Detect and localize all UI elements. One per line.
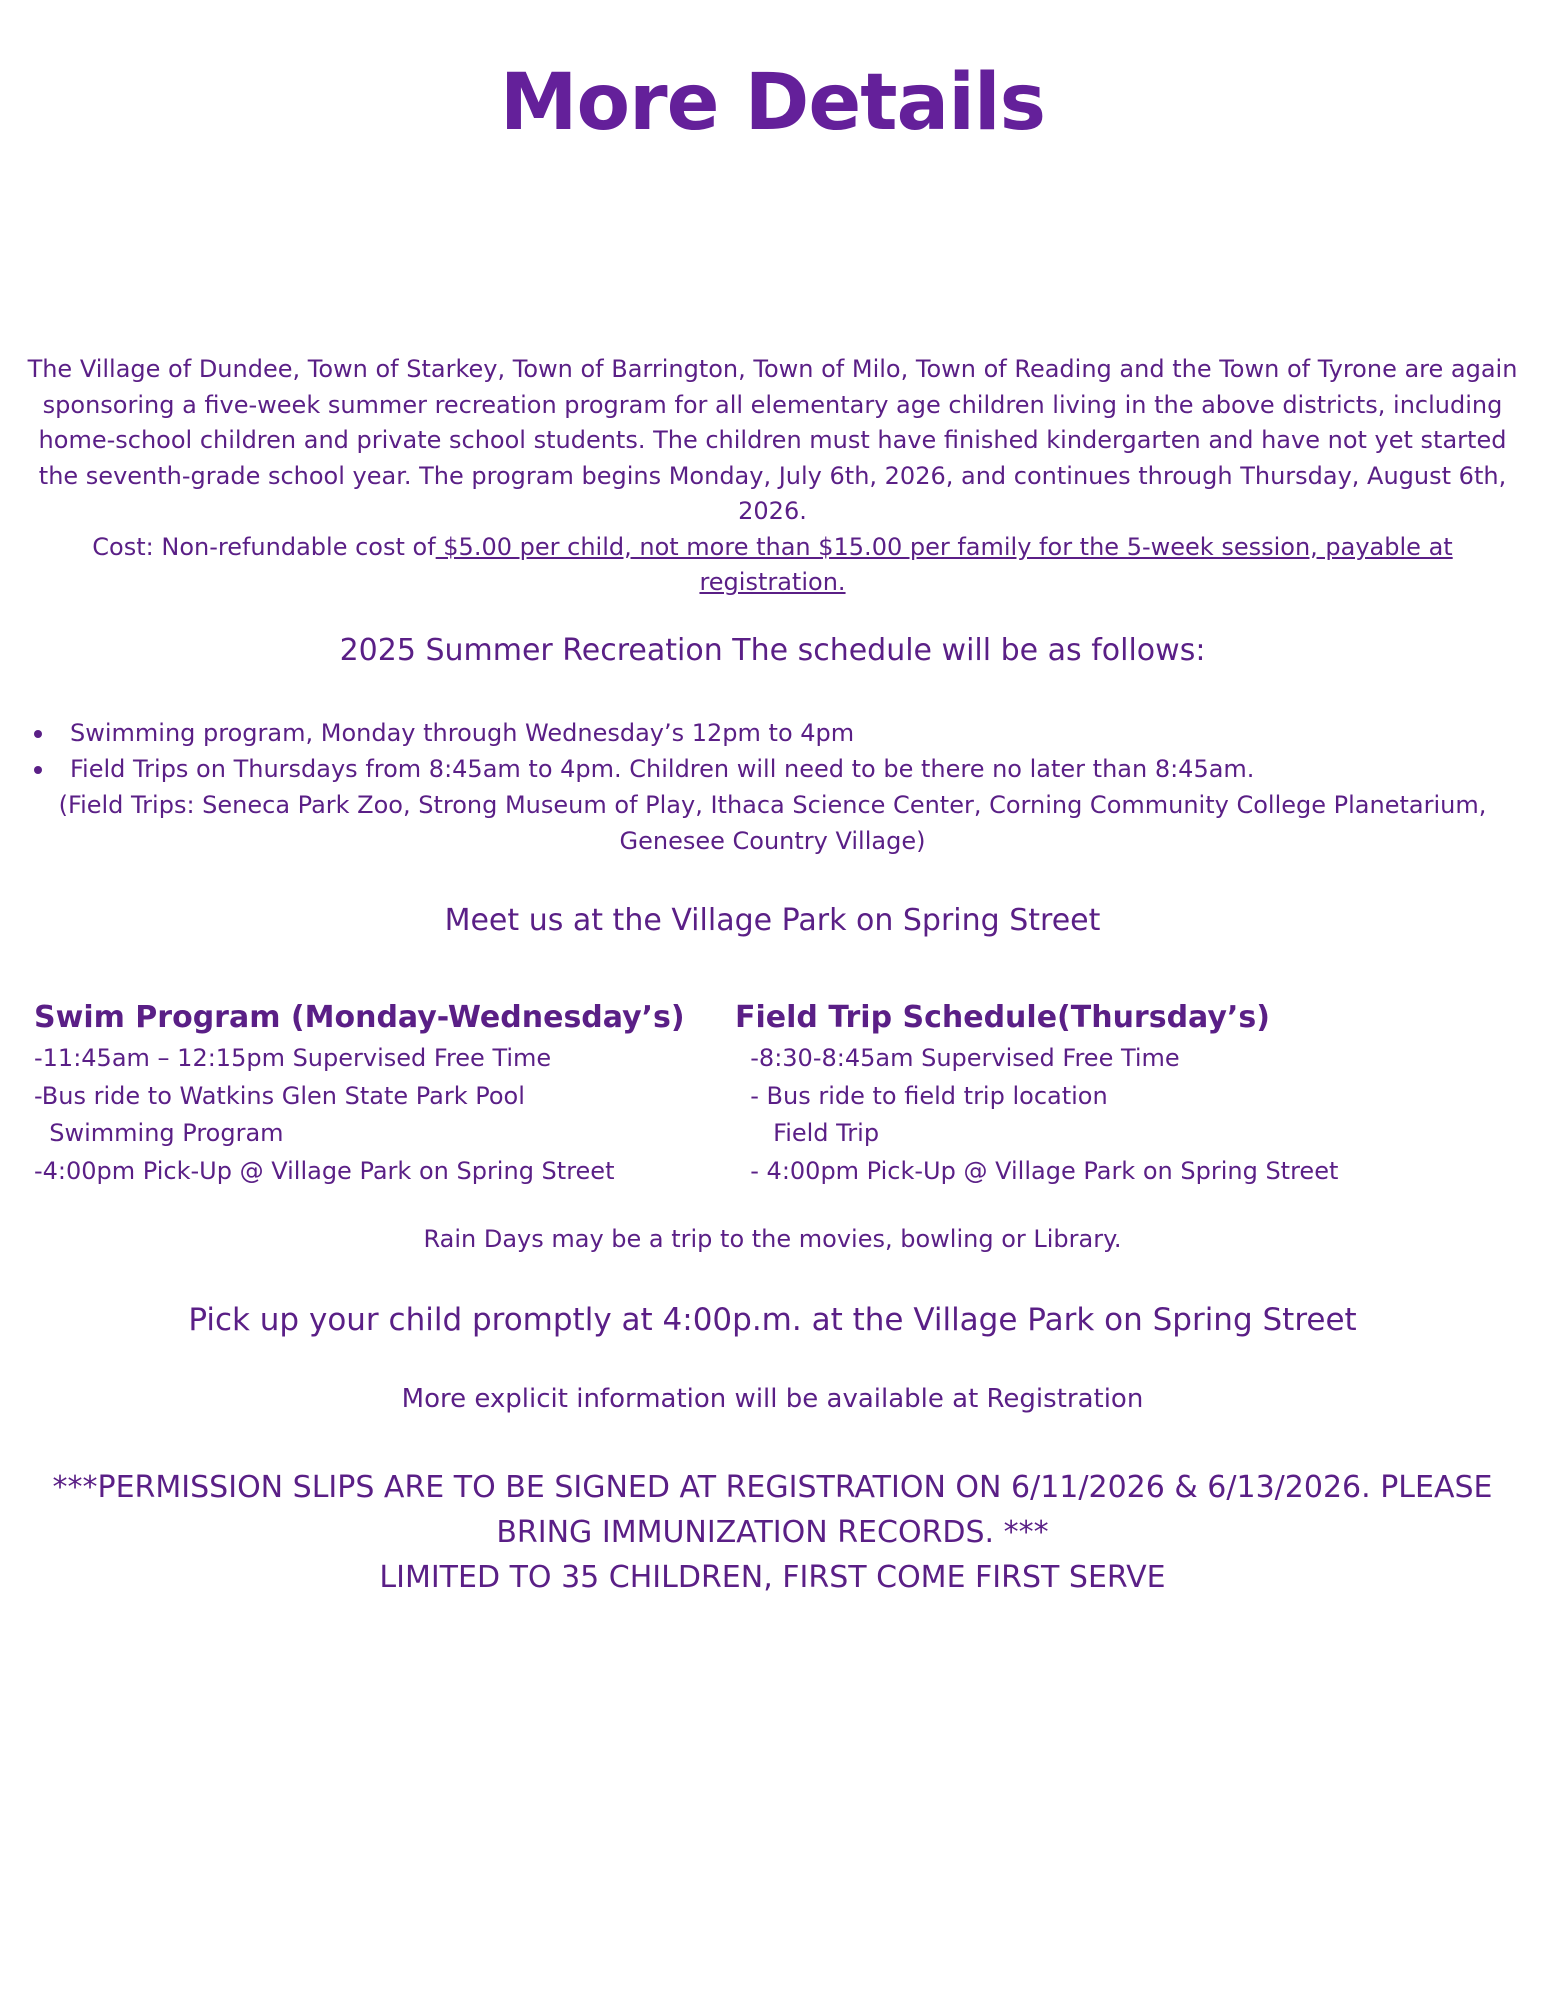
cost-prefix: Cost: Non-refundable cost of [92, 532, 436, 561]
permission-slips-line: ***PERMISSION SLIPS ARE TO BE SIGNED AT REGISTRATION ON 6/11/2026 & 6/13/2026. PLEASE BRING IMMUNIZATION RECORDS. *** [52, 1470, 1493, 1550]
field-trips-note: (Field Trips: Seneca Park Zoo, Strong Museum of Play, Ithaca Science Center, Corning Community College Planetarium, Genesee Country Village) [58, 791, 1487, 855]
schedule-bullet-list [30, 716, 1510, 787]
field-trip-line: Field Trip [735, 1119, 880, 1147]
swim-program-line: Swimming Program [34, 1119, 284, 1147]
cost-details: $5.00 per child, not more than $15.00 per family for the 5-week session, payable at registration. [435, 532, 1453, 596]
field-trip-schedule-column [735, 996, 1495, 1190]
swim-program-title: Swim Program (Monday-Wednesday’s) [34, 1000, 685, 1035]
rain-days-note: Rain Days may be a trip to the movies, bowling or Library. [423, 1225, 1122, 1253]
schedule-heading: 2025 Summer Recreation The schedule will be as follows: [339, 633, 1206, 668]
field-trip-schedule-title: Field Trip Schedule(Thursday’s) [735, 1000, 1270, 1035]
explicit-info-note: More explicit information will be available at Registration [401, 1384, 1144, 1414]
intro-paragraph: The Village of Dundee, Town of Starkey, Town of Barrington, Town of Milo, Town of Reading and the Town of Tyrone are again sponsoring a five-week summer recreation program for all elementary age children living in the above districts, including home-school children and private school students. The children must have finished kindergarten and have not yet started the seventh-grade school year. The program begins Monday, July 6th, 2026, and continues through Thursday, August 6th, 2026. [27, 355, 1518, 525]
field-trip-line: - Bus ride to field trip location [735, 1081, 1108, 1110]
pickup-heading: Pick up your child promptly at 4:00p.m. at the Village Park on Spring Street [188, 1302, 1357, 1338]
field-trip-line: - 4:00pm Pick-Up @ Village Park on Spring Street [735, 1156, 1339, 1185]
list-item: Field Trips on Thursdays from 8:45am to 4pm. Children will need to be there no later than 8:45am. [30, 752, 1510, 788]
list-item: Swimming program, Monday through Wednesday’s 12pm to 4pm [30, 716, 1510, 752]
field-trip-line: -8:30-8:45am Supervised Free Time [735, 1044, 1180, 1072]
swim-program-line: -11:45am – 12:15pm Supervised Free Time [34, 1044, 552, 1072]
limited-children-line: LIMITED TO 35 CHILDREN, FIRST COME FIRST SERVE [379, 1560, 1166, 1595]
intro-section [18, 352, 1527, 601]
permission-notice [40, 1465, 1505, 1600]
swim-program-line: -Bus ride to Watkins Glen State Park Pool [34, 1081, 525, 1110]
swim-program-column [34, 996, 724, 1190]
meet-heading: Meet us at the Village Park on Spring Street [444, 903, 1101, 938]
page-title: More Details [499, 58, 1046, 148]
swim-program-line: -4:00pm Pick-Up @ Village Park on Spring Street [34, 1156, 615, 1185]
